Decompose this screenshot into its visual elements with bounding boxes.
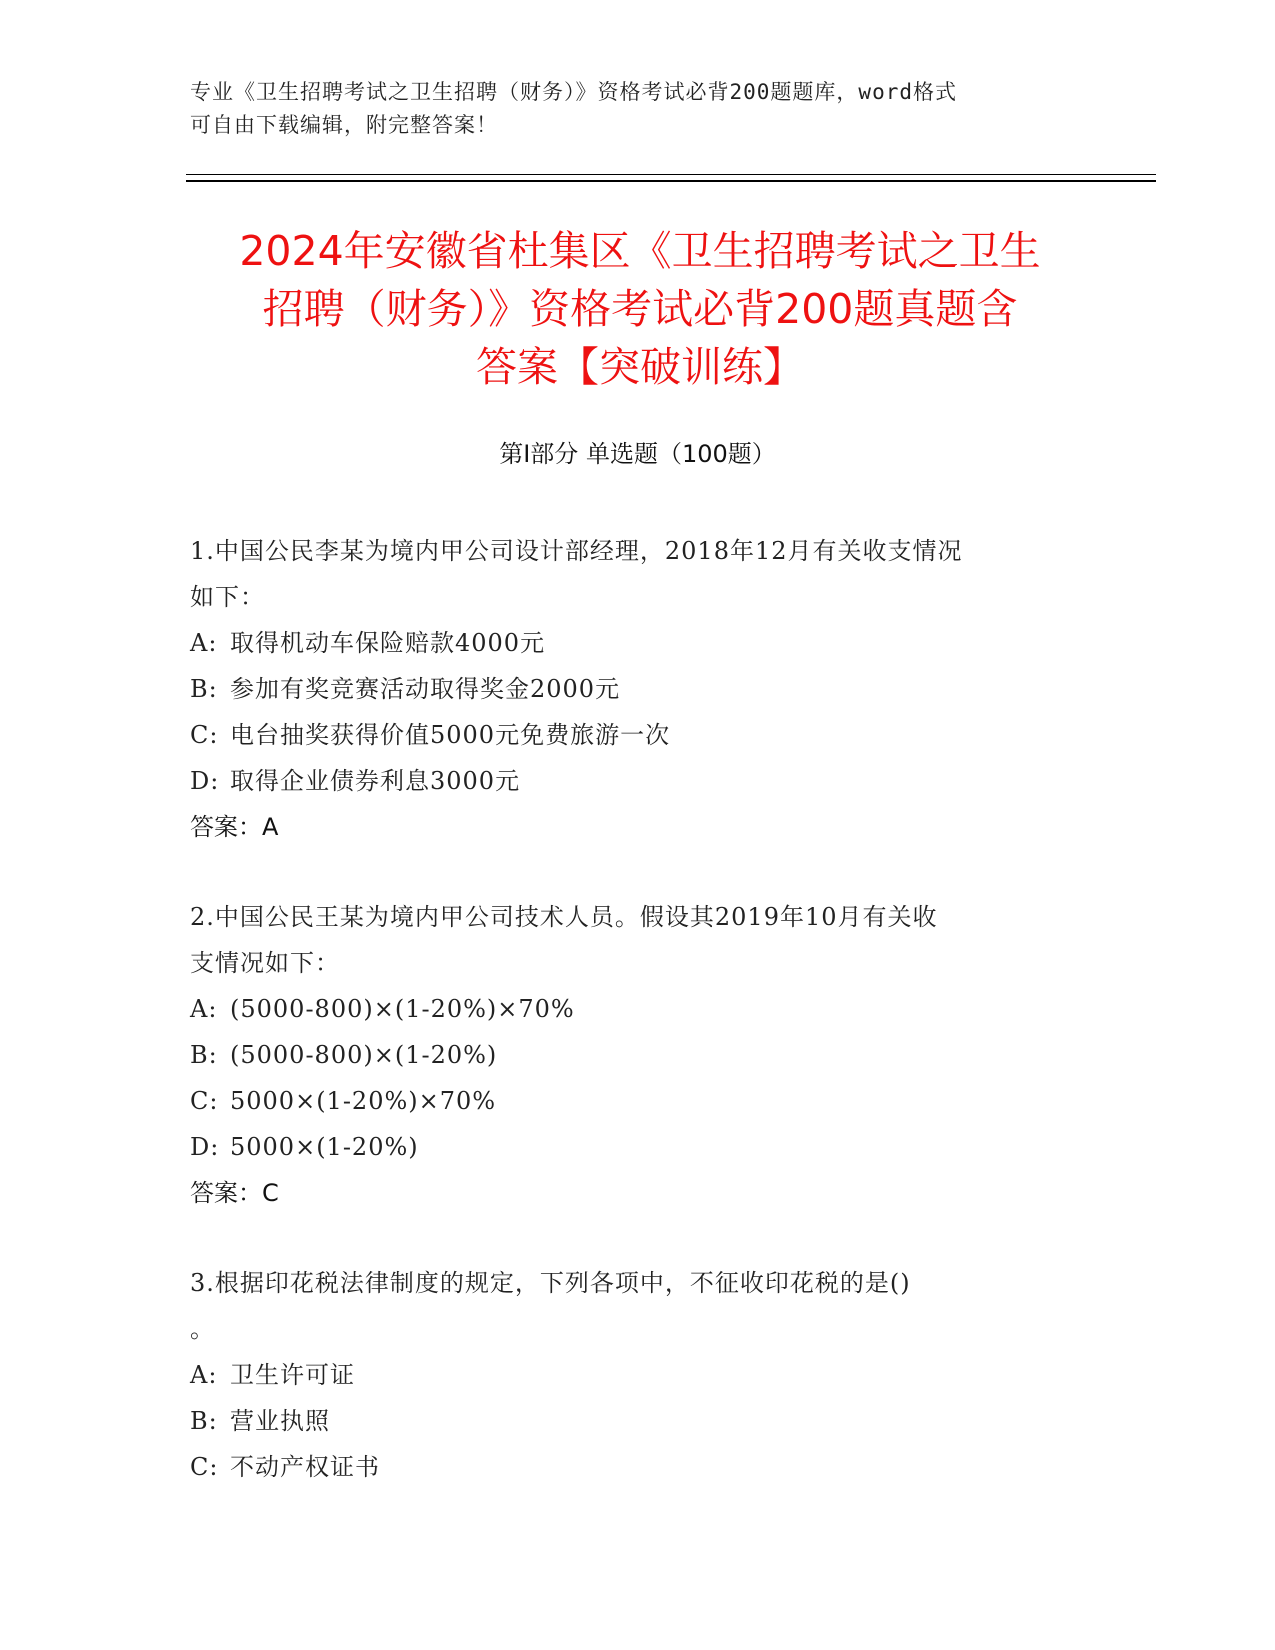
option-key: D: [190,767,220,795]
option-text: 不动产权证书 [230,1453,380,1481]
option-text: 营业执照 [230,1407,330,1435]
header-divider-thick [186,180,1156,182]
question-stem-line: 1.中国公民李某为境内甲公司设计部经理，2018年12月有关收支情况 [190,537,963,565]
title-line: 答案【突破训练】 [476,343,804,391]
option-text: 参加有奖竞赛活动取得奖金2000元 [230,675,621,703]
question-stem [190,1260,1090,1352]
header-divider-thin [186,174,1156,175]
option-a [190,986,1090,1032]
option-key: B: [190,1041,218,1069]
option-text: 5000×(1-20%) [230,1133,419,1161]
option-text: (5000-800)×(1-20%)×70% [230,995,575,1023]
answer-label: 答案：A [190,813,279,841]
option-key: A: [190,1361,218,1389]
option-key: B: [190,1407,218,1435]
header-note-line: 可自由下载编辑，附完整答案！ [190,113,498,137]
option-b [190,666,1090,712]
question-item [190,894,1090,1216]
answer-label: 答案：C [190,1179,279,1207]
option-text: 卫生许可证 [230,1361,355,1389]
title-line: 招聘（财务）》资格考试必背200题真题含 [262,285,1018,333]
option-key: B: [190,675,218,703]
option-key: A: [190,995,218,1023]
option-text: (5000-800)×(1-20%) [230,1041,498,1069]
question-stem-line: 3.根据印花税法律制度的规定，下列各项中，不征收印花税的是() [190,1269,911,1297]
header-note-line: 专业《卫生招聘考试之卫生招聘（财务）》资格考试必背200题题库，word格式 [190,80,957,104]
section-title: 第Ⅰ部分 单选题（100题） [499,440,776,468]
option-text: 5000×(1-20%)×70% [230,1087,497,1115]
option-b [190,1032,1090,1078]
option-a [190,620,1090,666]
question-item [190,1260,1090,1490]
option-text: 取得企业债券利息3000元 [230,767,521,795]
question-list [190,528,1090,1534]
title-line: 2024年安徽省杜集区《卫生招聘考试之卫生 [239,227,1041,275]
option-key: D: [190,1133,220,1161]
option-d [190,1124,1090,1170]
option-key: C: [190,1087,219,1115]
option-c [190,712,1090,758]
option-key: C: [190,1453,219,1481]
option-text: 取得机动车保险赔款4000元 [230,629,546,657]
question-stem-line: 2.中国公民王某为境内甲公司技术人员。假设其2019年10月有关收 [190,903,938,931]
option-d [190,758,1090,804]
option-a [190,1352,1090,1398]
option-b [190,1398,1090,1444]
option-c [190,1078,1090,1124]
option-key: C: [190,721,219,749]
document-title [150,222,1130,396]
question-stem-line: 如下： [190,583,265,611]
option-key: A: [190,629,218,657]
question-stem-line: 。 [190,1315,215,1343]
header-note [190,76,1090,142]
question-item [190,528,1090,850]
option-text: 电台抽奖获得价值5000元免费旅游一次 [230,721,671,749]
question-stem [190,894,1090,986]
option-c [190,1444,1090,1490]
question-stem-line: 支情况如下： [190,949,340,977]
question-stem [190,528,1090,620]
